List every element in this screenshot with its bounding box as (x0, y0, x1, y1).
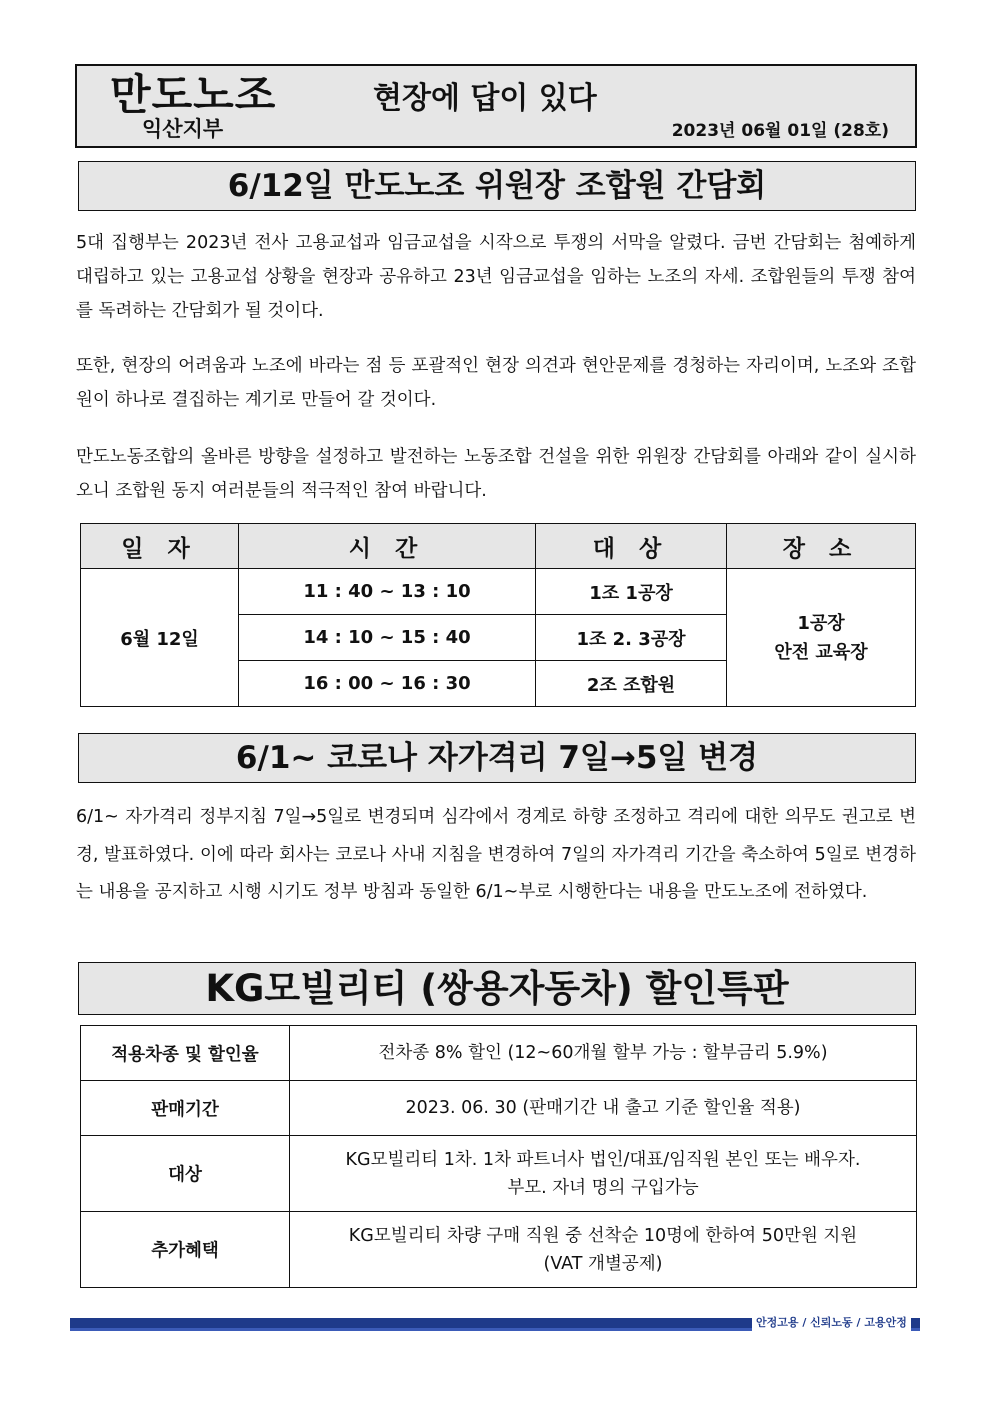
discount-row (81, 1212, 917, 1288)
discount-label: 추가혜택 (81, 1212, 290, 1288)
schedule-time: 14 : 10 ~ 15 : 40 (239, 615, 536, 661)
discount-value (290, 1212, 917, 1288)
place-line-1: 1공장 (797, 612, 845, 634)
meeting-paragraph-2: 또한, 현장의 어려움과 노조에 바라는 점 등 포괄적인 현장 의견과 현안문제를 경청하는 자리이며, 노조와 조합원이 하나로 결집하는 계기로 만들어 갈 것이다. (76, 356, 916, 410)
schedule-time: 11 : 40 ~ 13 : 10 (239, 569, 536, 615)
schedule-place (727, 569, 916, 707)
schedule-date: 6월 12일 (81, 569, 239, 707)
masthead (75, 64, 917, 148)
schedule-target: 1조 1공장 (536, 569, 727, 615)
discount-value (290, 1081, 917, 1136)
slogan: 현장에 답이 있다 (373, 81, 597, 116)
schedule-target: 2조 조합원 (536, 661, 727, 707)
schedule-target: 1조 2. 3공장 (536, 615, 727, 661)
discount-value (290, 1026, 917, 1081)
meeting-schedule-table (80, 523, 916, 707)
header-place: 장 소 (727, 524, 916, 569)
branch-name: 익산지부 (142, 117, 224, 141)
footer-tagline: 안정고용 / 신뢰노동 / 고용안정 (752, 1313, 911, 1333)
header-time: 시 간 (239, 524, 536, 569)
discount-value-line: 부모. 자녀 명의 구입가능 (507, 1177, 699, 1198)
discount-value-line: KG모빌리티 1차. 1차 파트너사 법인/대표/임직원 본인 또는 배우자. (345, 1149, 861, 1170)
discount-value-line: 전차종 8% 할인 (12~60개월 할부 가능 : 할부금리 5.9%) (378, 1043, 828, 1063)
meeting-paragraph-1: 5대 집행부는 2023년 전사 고용교섭과 임금교섭을 시작으로 투쟁의 서막을 알렸다. 금번 간담회는 첨예하게 대립하고 있는 고용교섭 상황을 현장과 공유하고 23년 임금교섭을 임하는 노조의 자세. 조합원들의 투쟁 참여를 독려하는 간담회가 될 것이다. (76, 233, 916, 321)
discount-value (290, 1136, 917, 1212)
discount-row (81, 1081, 917, 1136)
section-heading-covid: 6/1~ 코로나 자가격리 7일→5일 변경 (78, 733, 916, 783)
header-target: 대 상 (536, 524, 727, 569)
section-heading-meeting: 6/12일 만도노조 위원장 조합원 간담회 (78, 161, 916, 211)
discount-value-line: (VAT 개별공제) (543, 1253, 663, 1274)
covid-paragraph: 6/1~ 자가격리 정부지침 7일→5일로 변경되며 심각에서 경계로 하향 조정하고 격리에 대한 의무도 권고로 변경, 발표하였다. 이에 따라 회사는 코로나 사내 지침을 변경하여 7일의 자가격리 기간을 축소하여 5일로 변경하는 내용을 공지하고 시행 시기도 정부 방침과 동일한 6/1~부로 시행한다는 내용을 만도노조에 전하였다. (76, 807, 916, 902)
discount-table (80, 1025, 917, 1288)
schedule-header-row (81, 524, 916, 569)
union-name: 만도노조 (110, 70, 277, 119)
discount-label: 적용차종 및 할인율 (81, 1026, 290, 1081)
meeting-paragraph-3: 만도노동조합의 올바른 방향을 설정하고 발전하는 노동조합 건설을 위한 위원장 간담회를 아래와 같이 실시하오니 조합원 동지 여러분들의 적극적인 참여 바랍니다. (76, 447, 916, 501)
discount-row (81, 1026, 917, 1081)
discount-label: 판매기간 (81, 1081, 290, 1136)
discount-row (81, 1136, 917, 1212)
issue-date: 2023년 06월 01일 (28호) (671, 121, 889, 141)
schedule-row (81, 569, 916, 615)
discount-label: 대상 (81, 1136, 290, 1212)
discount-value-line: KG모빌리티 차량 구매 직원 중 선착순 10명에 한하여 50만원 지원 (348, 1225, 858, 1246)
place-line-2: 안전 교육장 (774, 641, 868, 663)
section-heading-discount: KG모빌리티 (쌍용자동차) 할인특판 (78, 962, 916, 1015)
header-date: 일 자 (81, 524, 239, 569)
discount-value-line: 2023. 06. 30 (판매기간 내 출고 기준 할인율 적용) (405, 1098, 801, 1118)
schedule-time: 16 : 00 ~ 16 : 30 (239, 661, 536, 707)
